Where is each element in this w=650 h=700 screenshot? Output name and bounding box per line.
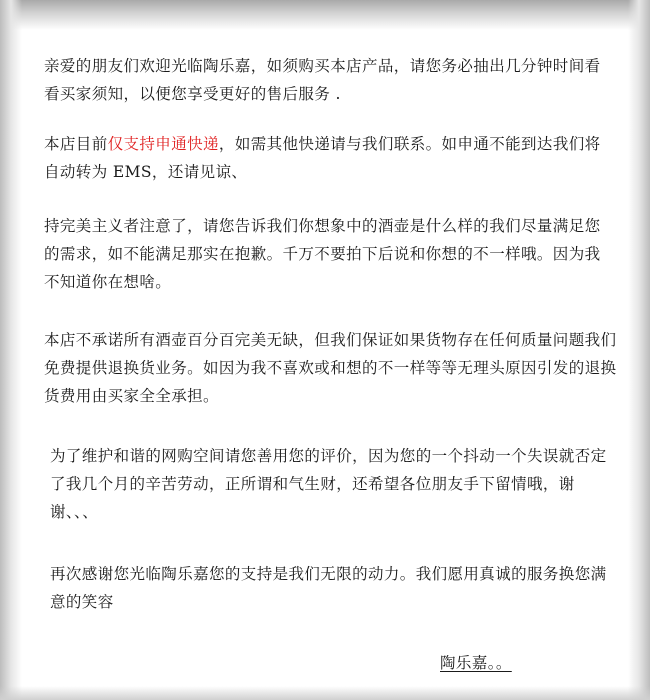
shipping-paragraph — [44, 130, 610, 186]
welcome-paragraph: 亲爱的朋友们欢迎光临陶乐嘉，如须购买本店产品，请您务必抽出几分钟时间看看买家须知，以便您享受更好的售后服务 . — [44, 57, 601, 103]
shipping-highlight: 仅支持申通快递 — [107, 135, 219, 153]
shipping-text-start: 本店目前 — [44, 135, 108, 153]
left-shadow-edge — [0, 0, 22, 700]
shipping-text-end: ，如需其他快递请与我们联系。如申通不能到达我们将自动转为 EMS，还请见谅、 — [44, 135, 601, 181]
store-signature: 陶乐嘉。。 — [440, 654, 512, 672]
top-shadow-edge — [0, 0, 650, 30]
quality-paragraph: 本店不承诺所有酒壶百分百完美无缺，但我们保证如果货物存在任何质量问题我们免费提供退换货业务。如因为我不喜欢或和想的不一样等等无理头原因引发的退换货费用由买家全全承担。 — [44, 331, 617, 405]
perfectionist-paragraph: 持完美主义者注意了，请您告诉我们你想象中的酒壶是什么样的我们尽量满足您的需求，如不能满足那实在抱歉。千万不要拍下后说和你想的不一样哦。因为我不知道你在想啥。 — [44, 217, 601, 291]
review-paragraph: 为了维护和谐的网购空间请您善用您的评价，因为您的一个抖动一个失误就否定了我几个月的辛苦劳动，正所谓和气生财，还希望各位朋友手下留情哦，谢谢、、、 — [50, 447, 607, 521]
thanks-paragraph: 再次感谢您光临陶乐嘉您的支持是我们无限的动力。我们愿用真诚的服务换您满意的笑容 — [50, 565, 607, 611]
right-shadow-edge — [628, 0, 650, 700]
bottom-shadow-edge — [0, 686, 650, 700]
